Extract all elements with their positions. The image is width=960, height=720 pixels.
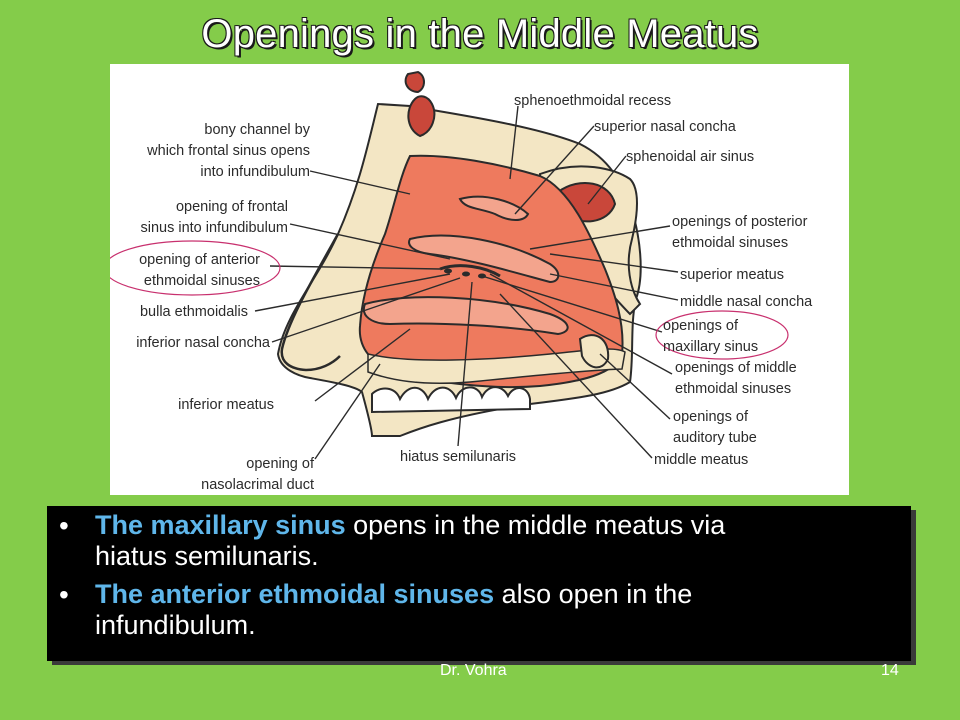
opening-dot (444, 269, 452, 274)
label-middle-concha: middle nasal concha (680, 294, 813, 310)
bullet-item-1 (95, 510, 875, 572)
label-inferior-concha: inferior nasal concha (136, 335, 270, 351)
label-middle-meatus: middle meatus (654, 452, 749, 468)
bullet-2-highlight: The anterior ethmoidal sinuses (95, 579, 495, 609)
label-auditory-tube: auditory tube (673, 430, 757, 446)
page-number: 14 (881, 662, 899, 679)
label-bulla-ethmoidalis: bulla ethmoidalis (139, 304, 248, 320)
nasal-cavity-figure (110, 64, 849, 495)
label-anterior-ethmoidal: ethmoidal sinuses (143, 273, 260, 289)
frontal-sinus-top-shape (406, 72, 424, 92)
slide-title: Openings in the Middle Meatus (201, 12, 759, 56)
bullet-item-2 (95, 579, 875, 641)
bullet-marker: • (59, 579, 69, 610)
label-superior-concha: superior nasal concha (594, 119, 736, 135)
label-posterior-ethmoidal: openings of posterior (672, 214, 808, 230)
label-auditory-tube: openings of (673, 409, 748, 425)
label-frontal-opening: opening of frontal (175, 199, 288, 215)
label-middle-ethmoidal: openings of middle (675, 360, 797, 376)
label-sphenoidal-sinus: sphenoidal air sinus (626, 149, 755, 165)
bullet-1-text-line2: hiatus semilunaris. (95, 541, 319, 571)
label-sphenoethmoidal-recess: sphenoethmoidal recess (514, 93, 672, 109)
label-middle-ethmoidal: ethmoidal sinuses (675, 381, 792, 397)
bullet-marker: • (59, 510, 69, 541)
label-bony-channel: which frontal sinus opens (147, 143, 310, 159)
label-hiatus-semilunaris: hiatus semilunaris (400, 449, 517, 465)
label-frontal-opening: sinus into infundibulum (140, 220, 288, 236)
label-anterior-ethmoidal: opening of anterior (139, 252, 260, 268)
bullet-2-text: also open in the (494, 579, 693, 609)
label-inferior-meatus: inferior meatus (178, 397, 274, 413)
label-superior-meatus: superior meatus (680, 267, 784, 283)
label-maxillary-sinus: maxillary sinus (663, 339, 759, 355)
label-maxillary-sinus: openings of (663, 318, 738, 334)
label-nasolacrimal: nasolacrimal duct (201, 477, 314, 493)
bullet-textbox (47, 506, 911, 661)
label-bony-channel: into infundibulum (200, 164, 310, 180)
bullet-2-text-line2: infundibulum. (95, 610, 256, 640)
bullet-1-text: opens in the middle meatus via (345, 510, 726, 540)
opening-dot (462, 272, 470, 277)
footer-author: Dr. Vohra (440, 662, 507, 679)
label-bony-channel: bony channel by (204, 122, 310, 138)
label-posterior-ethmoidal: ethmoidal sinuses (672, 235, 789, 251)
label-nasolacrimal: opening of (246, 456, 314, 472)
bullet-1-highlight: The maxillary sinus (95, 510, 346, 540)
